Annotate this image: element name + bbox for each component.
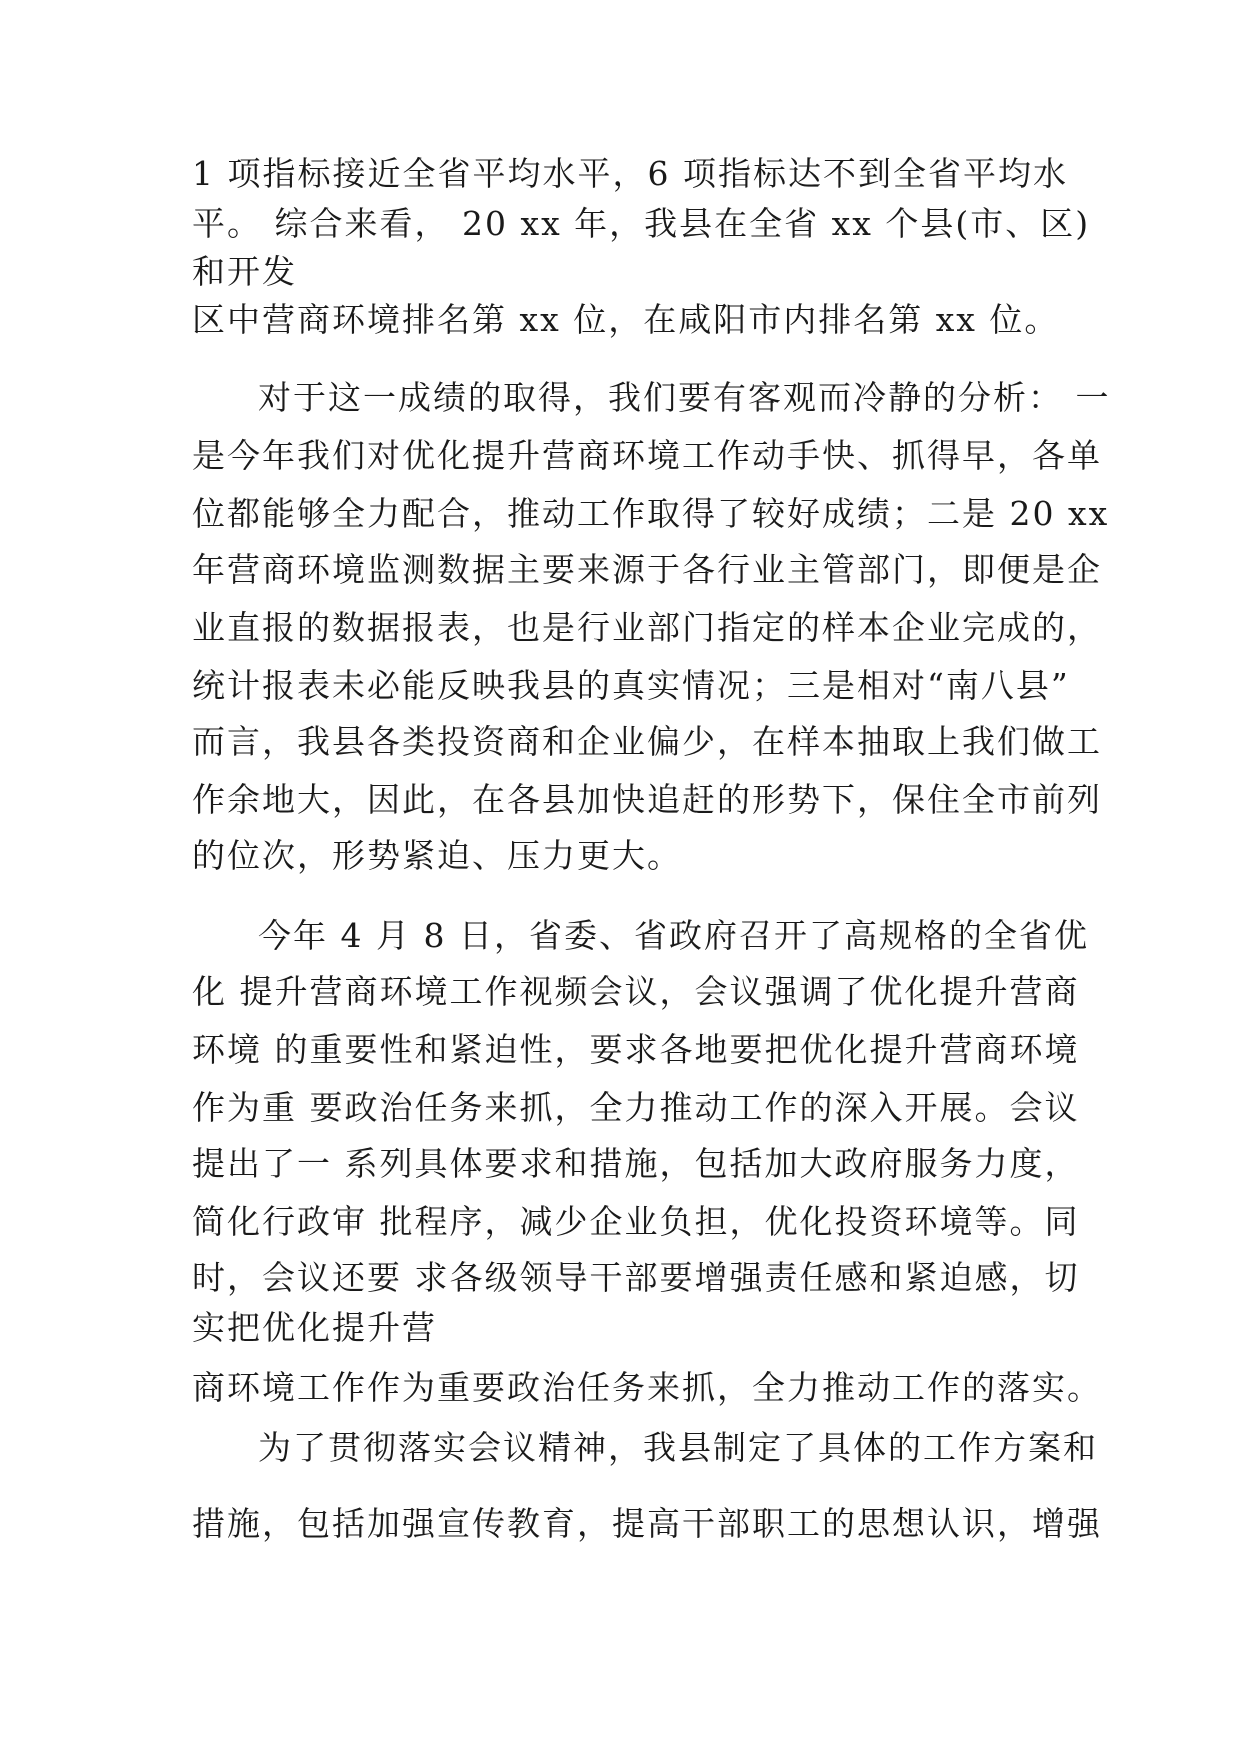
text-line-6: 是今年我们对优化提升营商环境工作动手快、抓得早，各单 <box>192 436 1102 475</box>
text-line-23: 为了贯彻落实会议精神，我县制定了具体的工作方案和 <box>258 1428 1098 1467</box>
text-line-8: 年营商环境监测数据主要来源于各行业主管部门，即便是企 <box>192 550 1102 589</box>
text-line-3: 和开发 <box>192 252 297 291</box>
text-line-17: 作为重 要政治任务来抓，全力推动工作的深入开展。会议 <box>192 1088 1080 1127</box>
text-line-9: 业直报的数据报表，也是行业部门指定的样本企业完成的， <box>192 608 1102 647</box>
text-line-10: 统计报表未必能反映我县的真实情况；三是相对“南八县” <box>192 666 1070 705</box>
text-line-12: 作余地大，因此，在各县加快追赶的形势下，保住全市前列 <box>192 780 1102 819</box>
text-line-22: 商环境工作作为重要政治任务来抓，全力推动工作的落实。 <box>192 1368 1102 1407</box>
text-line-19: 简化行政审 批程序，减少企业负担，优化投资环境等。同 <box>192 1202 1080 1241</box>
text-line-5: 对于这一成绩的取得，我们要有客观而冷静的分析： 一 <box>258 378 1111 417</box>
text-line-18: 提出了一 系列具体要求和措施，包括加大政府服务力度， <box>192 1144 1080 1183</box>
text-line-24: 措施，包括加强宣传教育，提高干部职工的思想认识，增强 <box>192 1504 1102 1543</box>
text-line-11: 而言，我县各类投资商和企业偏少，在样本抽取上我们做工 <box>192 722 1102 761</box>
text-line-21: 实把优化提升营 <box>192 1308 437 1347</box>
text-line-20: 时，会议还要 求各级领导干部要增强责任感和紧迫感，切 <box>192 1258 1080 1297</box>
text-line-14: 今年 4 月 8 日，省委、省政府召开了高规格的全省优 <box>258 916 1089 955</box>
text-line-1: 1 项指标接近全省平均水平，6 项指标达不到全省平均水 <box>192 154 1068 193</box>
text-line-16: 环境 的重要性和紧迫性，要求各地要把优化提升营商环境 <box>192 1030 1080 1069</box>
text-line-7: 位都能够全力配合，推动工作取得了较好成绩；二是 20 xx <box>192 494 1110 533</box>
text-line-4: 区中营商环境排名第 xx 位，在咸阳市内排名第 xx 位。 <box>192 300 1060 339</box>
text-line-15: 化 提升营商环境工作视频会议，会议强调了优化提升营商 <box>192 972 1080 1011</box>
text-line-13: 的位次，形势紧迫、压力更大。 <box>192 836 682 875</box>
text-line-2: 平。 综合来看， 20 xx 年，我县在全省 xx 个县(市、区) <box>192 204 1091 243</box>
